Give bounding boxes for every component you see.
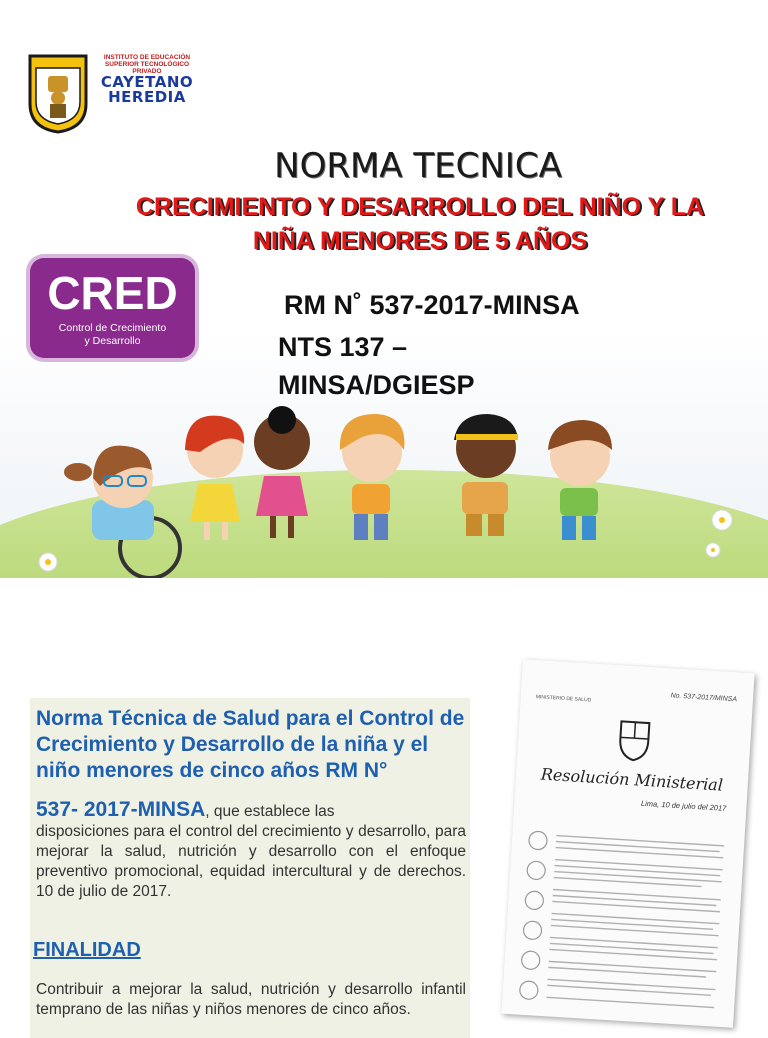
norm-heading: Norma Técnica de Salud para el Control de Crecimiento y Desarrollo de la niña y el niño menores de cinco años RM N°: [36, 707, 465, 782]
doc-title: Resolución Ministerial: [540, 764, 724, 795]
logo-name-1: CAYETANO: [100, 73, 194, 91]
logo-line-1: INSTITUTO DE EDUCACIÓN: [103, 54, 191, 61]
rm-reference: 537- 2017-MINSA: [36, 798, 206, 821]
cred-subtitle: [30, 322, 195, 348]
institute-name-logo: [92, 54, 202, 105]
children-illustration: [0, 390, 768, 578]
coat-of-arms-icon: [613, 717, 656, 763]
logo-name-2: HEREDIA: [108, 88, 186, 106]
subtitle-line-1: CRECIMIENTO Y DESARROLLO DEL NIÑO Y LA: [135, 193, 705, 221]
logo-line-3: PRIVADO: [132, 68, 162, 75]
institute-badge-logo: [26, 52, 90, 139]
slide-title: NORMA TECNICA: [274, 146, 562, 186]
norm-description: [36, 800, 466, 902]
nts-code-line-1: NTS 137 –: [278, 332, 408, 362]
doc-text-lines: [514, 830, 735, 1022]
cred-word: CRED: [47, 267, 178, 319]
resolution-document-image: [501, 659, 754, 1028]
description-first: , que establece las: [205, 803, 335, 820]
cred-logo: [30, 258, 195, 358]
description-rest: disposiciones para el control del crecimiento y desarrollo, para mejorar la salud, nutrición y desarrollo con el enfoque preventivo promocional, equidad intercultural y de derechos. 10 de julio de 2017.: [36, 823, 466, 900]
slide-subtitle: [85, 190, 755, 258]
nts-code-line-2: MINSA/DGIESP: [278, 370, 475, 400]
subtitle-line-2: NIÑA MENORES DE 5 AÑOS: [252, 227, 588, 255]
doc-date: Lima, 10 de julio del 2017: [640, 798, 727, 813]
doc-number: No. 537-2017/MINSA: [670, 692, 738, 704]
rm-code: RM N˚ 537-2017-MINSA: [284, 290, 580, 320]
content-slide: [0, 578, 768, 1024]
doc-header: MINISTERIO DE SALUD: [535, 694, 592, 704]
finalidad-text: Contribuir a mejorar la salud, nutrición y desarrollo infantil temprano de las niñas y niños menores de cinco años.: [36, 981, 466, 1018]
finalidad-heading: FINALIDAD: [33, 939, 141, 961]
cred-sub-line-1: Control de Crecimiento: [58, 322, 167, 334]
logo-line-2: SUPERIOR TECNOLÓGICO: [104, 61, 190, 68]
cred-sub-line-2: y Desarrollo: [84, 335, 141, 347]
